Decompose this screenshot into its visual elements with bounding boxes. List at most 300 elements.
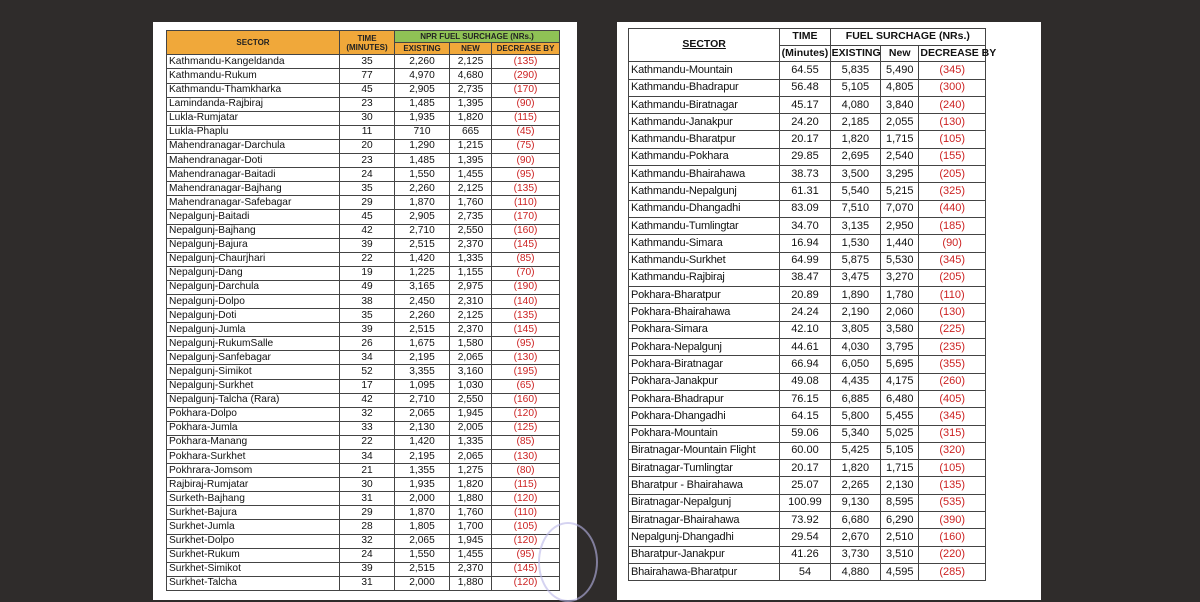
table-row bbox=[167, 435, 560, 449]
table-row bbox=[629, 304, 986, 321]
existing-cell: 1,355 bbox=[395, 464, 450, 478]
existing-cell: 2,905 bbox=[395, 83, 450, 97]
table-row bbox=[167, 266, 560, 280]
decrease-cell: (120) bbox=[492, 492, 560, 506]
new-cell: 5,530 bbox=[881, 252, 919, 269]
existing-cell: 3,730 bbox=[830, 546, 880, 563]
table-row bbox=[629, 287, 986, 304]
existing-cell: 5,105 bbox=[830, 79, 880, 96]
table-row bbox=[629, 96, 986, 113]
new-cell: 2,060 bbox=[881, 304, 919, 321]
decrease-cell: (170) bbox=[492, 210, 560, 224]
sector-cell: Kathmandu-Dhangadhi bbox=[629, 200, 780, 217]
existing-cell: 5,835 bbox=[830, 62, 880, 79]
time-cell: 20 bbox=[340, 139, 395, 153]
sector-cell: Pokhara-Bhadrapur bbox=[629, 390, 780, 407]
time-cell: 29.85 bbox=[780, 148, 830, 165]
time-cell: 49.08 bbox=[780, 373, 830, 390]
decrease-cell: (405) bbox=[919, 390, 986, 407]
table-row bbox=[167, 548, 560, 562]
decrease-cell: (125) bbox=[492, 421, 560, 435]
surcharge-group-header: FUEL SURCHAGE (NRs.) bbox=[830, 29, 985, 46]
sector-cell: Kathmandu-Rukum bbox=[167, 69, 340, 83]
sector-cell: Kathmandu-Bharatpur bbox=[629, 131, 780, 148]
decrease-cell: (345) bbox=[919, 408, 986, 425]
existing-cell: 2,260 bbox=[395, 55, 450, 69]
sector-cell: Lukla-Rumjatar bbox=[167, 111, 340, 125]
table-row bbox=[167, 379, 560, 393]
table-row bbox=[167, 492, 560, 506]
sector-cell: Kathmandu-Simara bbox=[629, 235, 780, 252]
office-stamp bbox=[538, 522, 598, 602]
table-row bbox=[629, 408, 986, 425]
table-row bbox=[167, 125, 560, 139]
decrease-header: DECREASE BY bbox=[492, 43, 560, 55]
sector-cell: Pokhara-Manang bbox=[167, 435, 340, 449]
minutes-header: (Minutes) bbox=[780, 45, 830, 62]
table-row bbox=[167, 407, 560, 421]
new-cell: 3,795 bbox=[881, 339, 919, 356]
time-cell: 76.15 bbox=[780, 390, 830, 407]
existing-cell: 2,065 bbox=[395, 534, 450, 548]
new-cell: 8,595 bbox=[881, 494, 919, 511]
decrease-cell: (440) bbox=[919, 200, 986, 217]
sector-cell: Kathmandu-Biratnagar bbox=[629, 96, 780, 113]
decrease-cell: (105) bbox=[919, 460, 986, 477]
table-row bbox=[629, 390, 986, 407]
existing-cell: 2,190 bbox=[830, 304, 880, 321]
sector-cell: Kathmandu-Pokhara bbox=[629, 148, 780, 165]
new-cell: 2,005 bbox=[450, 421, 492, 435]
new-cell: 3,840 bbox=[881, 96, 919, 113]
new-cell: 1,335 bbox=[450, 435, 492, 449]
new-cell: 2,950 bbox=[881, 217, 919, 234]
sector-cell: Surkhet-Bajura bbox=[167, 506, 340, 520]
decrease-cell: (90) bbox=[492, 154, 560, 168]
time-cell: 38.73 bbox=[780, 166, 830, 183]
existing-cell: 5,800 bbox=[830, 408, 880, 425]
table-row bbox=[167, 393, 560, 407]
time-cell: 73.92 bbox=[780, 512, 830, 529]
existing-cell: 1,820 bbox=[830, 131, 880, 148]
time-cell: 24 bbox=[340, 548, 395, 562]
table-row bbox=[629, 148, 986, 165]
existing-cell: 3,165 bbox=[395, 280, 450, 294]
new-cell: 4,805 bbox=[881, 79, 919, 96]
table-row bbox=[167, 562, 560, 576]
new-cell: 2,550 bbox=[450, 393, 492, 407]
new-cell: 5,455 bbox=[881, 408, 919, 425]
new-cell: 1,820 bbox=[450, 111, 492, 125]
time-cell: 41.26 bbox=[780, 546, 830, 563]
table-row bbox=[167, 196, 560, 210]
sector-cell: Pokhara-Bhairahawa bbox=[629, 304, 780, 321]
time-cell: 38 bbox=[340, 294, 395, 308]
existing-cell: 2,515 bbox=[395, 562, 450, 576]
right-document-page bbox=[617, 22, 1041, 600]
existing-cell: 2,515 bbox=[395, 238, 450, 252]
existing-cell: 4,080 bbox=[830, 96, 880, 113]
table-row bbox=[629, 217, 986, 234]
decrease-cell: (315) bbox=[919, 425, 986, 442]
table-row bbox=[629, 321, 986, 338]
existing-cell: 2,695 bbox=[830, 148, 880, 165]
sector-cell: Pokhara-Mountain bbox=[629, 425, 780, 442]
decrease-cell: (115) bbox=[492, 478, 560, 492]
right-surcharge-table bbox=[628, 28, 997, 581]
sector-cell: Pokhrara-Jomsom bbox=[167, 464, 340, 478]
decrease-cell: (260) bbox=[919, 373, 986, 390]
decrease-cell: (300) bbox=[919, 79, 986, 96]
table-row bbox=[629, 512, 986, 529]
time-cell: 29 bbox=[340, 196, 395, 210]
sector-cell: Pokhara-Janakpur bbox=[629, 373, 780, 390]
decrease-cell: (105) bbox=[919, 131, 986, 148]
decrease-cell: (90) bbox=[919, 235, 986, 252]
surcharge-group-header: NPR FUEL SURCHAGE (NRs.) bbox=[395, 31, 560, 43]
table-row bbox=[167, 421, 560, 435]
time-cell: 32 bbox=[340, 534, 395, 548]
sector-cell: Mahendranagar-Doti bbox=[167, 154, 340, 168]
existing-cell: 2,670 bbox=[830, 529, 880, 546]
sector-cell: Nepalgunj-Talcha (Rara) bbox=[167, 393, 340, 407]
decrease-cell: (160) bbox=[919, 529, 986, 546]
time-cell: 29 bbox=[340, 506, 395, 520]
new-cell: 6,290 bbox=[881, 512, 919, 529]
table-row bbox=[167, 97, 560, 111]
decrease-cell: (145) bbox=[492, 238, 560, 252]
new-cell: 2,055 bbox=[881, 114, 919, 131]
decrease-cell: (135) bbox=[492, 309, 560, 323]
existing-cell: 710 bbox=[395, 125, 450, 139]
new-cell: 1,155 bbox=[450, 266, 492, 280]
table-row bbox=[167, 337, 560, 351]
decrease-cell: (85) bbox=[492, 435, 560, 449]
table-row bbox=[629, 131, 986, 148]
existing-cell: 1,870 bbox=[395, 196, 450, 210]
new-cell: 3,580 bbox=[881, 321, 919, 338]
time-cell: 49 bbox=[340, 280, 395, 294]
time-cell: 21 bbox=[340, 464, 395, 478]
time-cell: 66.94 bbox=[780, 356, 830, 373]
sector-cell: Nepalgunj-Chaurjhari bbox=[167, 252, 340, 266]
time-cell: 24.20 bbox=[780, 114, 830, 131]
decrease-cell: (345) bbox=[919, 252, 986, 269]
decrease-cell: (45) bbox=[492, 125, 560, 139]
table-row bbox=[167, 154, 560, 168]
sector-cell: Nepalgunj-RukumSalle bbox=[167, 337, 340, 351]
new-cell: 3,270 bbox=[881, 269, 919, 286]
time-cell: 19 bbox=[340, 266, 395, 280]
new-cell: 1,820 bbox=[450, 478, 492, 492]
existing-cell: 2,265 bbox=[830, 477, 880, 494]
existing-cell: 9,130 bbox=[830, 494, 880, 511]
sector-cell: Nepalgunj-Dang bbox=[167, 266, 340, 280]
time-cell: 31 bbox=[340, 576, 395, 590]
sector-header: SECTOR bbox=[629, 29, 780, 62]
existing-cell: 2,710 bbox=[395, 224, 450, 238]
new-cell: 6,480 bbox=[881, 390, 919, 407]
sector-cell: Mahendranagar-Darchula bbox=[167, 139, 340, 153]
table-row bbox=[629, 477, 986, 494]
table-row bbox=[167, 111, 560, 125]
time-cell: 56.48 bbox=[780, 79, 830, 96]
time-cell: 77 bbox=[340, 69, 395, 83]
time-cell: 100.99 bbox=[780, 494, 830, 511]
existing-cell: 1,420 bbox=[395, 435, 450, 449]
table-row bbox=[167, 464, 560, 478]
time-cell: 33 bbox=[340, 421, 395, 435]
existing-cell: 1,675 bbox=[395, 337, 450, 351]
new-cell: 2,975 bbox=[450, 280, 492, 294]
new-cell: 3,295 bbox=[881, 166, 919, 183]
table-row bbox=[629, 425, 986, 442]
new-cell: 1,335 bbox=[450, 252, 492, 266]
new-cell: 2,735 bbox=[450, 210, 492, 224]
decrease-cell: (345) bbox=[919, 62, 986, 79]
decrease-cell: (120) bbox=[492, 407, 560, 421]
sector-cell: Pokhara-Jumla bbox=[167, 421, 340, 435]
decrease-cell: (325) bbox=[919, 183, 986, 200]
time-cell: 52 bbox=[340, 365, 395, 379]
existing-cell: 1,870 bbox=[395, 506, 450, 520]
table-row bbox=[167, 238, 560, 252]
time-cell: 38.47 bbox=[780, 269, 830, 286]
decrease-cell: (285) bbox=[919, 563, 986, 580]
table-row bbox=[167, 252, 560, 266]
decrease-cell: (75) bbox=[492, 139, 560, 153]
existing-cell: 2,130 bbox=[395, 421, 450, 435]
new-header: New bbox=[881, 45, 919, 62]
table-row bbox=[629, 79, 986, 96]
sector-cell: Surkhet-Rukum bbox=[167, 548, 340, 562]
table-row bbox=[629, 460, 986, 477]
time-header: TIME bbox=[780, 29, 830, 46]
time-cell: 54 bbox=[780, 563, 830, 580]
time-cell: 44.61 bbox=[780, 339, 830, 356]
table-row bbox=[167, 139, 560, 153]
existing-cell: 4,435 bbox=[830, 373, 880, 390]
time-cell: 83.09 bbox=[780, 200, 830, 217]
time-cell: 17 bbox=[340, 379, 395, 393]
left-surcharge-table bbox=[166, 30, 560, 591]
existing-cell: 2,710 bbox=[395, 393, 450, 407]
existing-cell: 4,970 bbox=[395, 69, 450, 83]
sector-cell: Rajbiraj-Rumjatar bbox=[167, 478, 340, 492]
sector-cell: Kathmandu-Rajbiraj bbox=[629, 269, 780, 286]
time-cell: 39 bbox=[340, 562, 395, 576]
time-cell: 61.31 bbox=[780, 183, 830, 200]
new-cell: 1,440 bbox=[881, 235, 919, 252]
time-cell: 23 bbox=[340, 154, 395, 168]
new-cell: 2,065 bbox=[450, 450, 492, 464]
table-row bbox=[629, 563, 986, 580]
existing-cell: 1,290 bbox=[395, 139, 450, 153]
time-cell: 16.94 bbox=[780, 235, 830, 252]
new-cell: 1,760 bbox=[450, 196, 492, 210]
table-row bbox=[629, 442, 986, 459]
table-row bbox=[167, 478, 560, 492]
decrease-cell: (115) bbox=[492, 111, 560, 125]
table-row bbox=[629, 114, 986, 131]
existing-cell: 6,050 bbox=[830, 356, 880, 373]
new-cell: 2,125 bbox=[450, 55, 492, 69]
decrease-cell: (170) bbox=[492, 83, 560, 97]
new-cell: 5,105 bbox=[881, 442, 919, 459]
sector-cell: Nepalgunj-Bajura bbox=[167, 238, 340, 252]
sector-cell: Lamindanda-Rajbiraj bbox=[167, 97, 340, 111]
sector-cell: Nepalgunj-Baitadi bbox=[167, 210, 340, 224]
sector-cell: Bharatpur - Bhairahawa bbox=[629, 477, 780, 494]
sector-cell: Pokhara-Biratnagar bbox=[629, 356, 780, 373]
existing-cell: 2,000 bbox=[395, 492, 450, 506]
time-cell: 39 bbox=[340, 323, 395, 337]
decrease-cell: (105) bbox=[492, 520, 560, 534]
sector-cell: Biratnagar-Mountain Flight bbox=[629, 442, 780, 459]
time-cell: 42 bbox=[340, 224, 395, 238]
table-row bbox=[167, 294, 560, 308]
new-cell: 4,595 bbox=[881, 563, 919, 580]
new-cell: 2,310 bbox=[450, 294, 492, 308]
new-cell: 2,125 bbox=[450, 182, 492, 196]
table-row bbox=[167, 323, 560, 337]
time-cell: 22 bbox=[340, 435, 395, 449]
new-cell: 4,680 bbox=[450, 69, 492, 83]
decrease-cell: (320) bbox=[919, 442, 986, 459]
existing-cell: 2,450 bbox=[395, 294, 450, 308]
sector-cell: Kathmandu-Surkhet bbox=[629, 252, 780, 269]
decrease-cell: (130) bbox=[492, 450, 560, 464]
sector-cell: Nepalgunj-Dolpo bbox=[167, 294, 340, 308]
sector-cell: Kathmandu-Bhairahawa bbox=[629, 166, 780, 183]
decrease-cell: (130) bbox=[919, 304, 986, 321]
new-cell: 4,175 bbox=[881, 373, 919, 390]
decrease-cell: (95) bbox=[492, 168, 560, 182]
time-cell: 30 bbox=[340, 111, 395, 125]
sector-cell: Pokhara-Surkhet bbox=[167, 450, 340, 464]
existing-cell: 1,550 bbox=[395, 168, 450, 182]
decrease-cell: (290) bbox=[492, 69, 560, 83]
existing-cell: 2,260 bbox=[395, 309, 450, 323]
sector-cell: Nepalgunj-Jumla bbox=[167, 323, 340, 337]
table-row bbox=[167, 520, 560, 534]
table-row bbox=[629, 356, 986, 373]
new-cell: 1,715 bbox=[881, 131, 919, 148]
new-cell: 1,700 bbox=[450, 520, 492, 534]
decrease-cell: (120) bbox=[492, 576, 560, 590]
new-cell: 1,880 bbox=[450, 576, 492, 590]
table-row bbox=[167, 182, 560, 196]
sector-cell: Surkhet-Jumla bbox=[167, 520, 340, 534]
new-header: NEW bbox=[450, 43, 492, 55]
decrease-cell: (225) bbox=[919, 321, 986, 338]
sector-cell: Kathmandu-Thamkharka bbox=[167, 83, 340, 97]
decrease-cell: (535) bbox=[919, 494, 986, 511]
table-row bbox=[167, 506, 560, 520]
existing-cell: 1,485 bbox=[395, 154, 450, 168]
sector-cell: Nepalgunj-Darchula bbox=[167, 280, 340, 294]
new-cell: 1,455 bbox=[450, 168, 492, 182]
decrease-cell: (185) bbox=[919, 217, 986, 234]
existing-cell: 5,340 bbox=[830, 425, 880, 442]
decrease-cell: (110) bbox=[919, 287, 986, 304]
new-cell: 2,510 bbox=[881, 529, 919, 546]
time-cell: 35 bbox=[340, 55, 395, 69]
existing-cell: 3,500 bbox=[830, 166, 880, 183]
existing-cell: 1,820 bbox=[830, 460, 880, 477]
table-row bbox=[629, 546, 986, 563]
decrease-cell: (135) bbox=[492, 182, 560, 196]
existing-cell: 2,000 bbox=[395, 576, 450, 590]
sector-cell: Biratnagar-Tumlingtar bbox=[629, 460, 780, 477]
table-row bbox=[629, 235, 986, 252]
sector-cell: Nepalgunj-Bajhang bbox=[167, 224, 340, 238]
time-cell: 45.17 bbox=[780, 96, 830, 113]
time-cell: 42 bbox=[340, 393, 395, 407]
decrease-cell: (135) bbox=[492, 55, 560, 69]
new-cell: 2,735 bbox=[450, 83, 492, 97]
sector-cell: Bharatpur-Janakpur bbox=[629, 546, 780, 563]
new-cell: 1,455 bbox=[450, 548, 492, 562]
decrease-cell: (135) bbox=[919, 477, 986, 494]
existing-cell: 1,805 bbox=[395, 520, 450, 534]
decrease-cell: (140) bbox=[492, 294, 560, 308]
time-cell: 45 bbox=[340, 210, 395, 224]
time-cell: 64.55 bbox=[780, 62, 830, 79]
sector-cell: Nepalgunj-Surkhet bbox=[167, 379, 340, 393]
time-cell: 34.70 bbox=[780, 217, 830, 234]
sector-cell: Mahendranagar-Baitadi bbox=[167, 168, 340, 182]
new-cell: 5,695 bbox=[881, 356, 919, 373]
existing-cell: 6,885 bbox=[830, 390, 880, 407]
existing-cell: 1,550 bbox=[395, 548, 450, 562]
sector-cell: Mahendranagar-Bajhang bbox=[167, 182, 340, 196]
new-cell: 5,025 bbox=[881, 425, 919, 442]
sector-cell: Nepalgunj-Doti bbox=[167, 309, 340, 323]
sector-cell: Mahendranagar-Safebagar bbox=[167, 196, 340, 210]
table-row bbox=[629, 373, 986, 390]
existing-cell: 4,030 bbox=[830, 339, 880, 356]
table-row bbox=[167, 224, 560, 238]
table-row bbox=[629, 200, 986, 217]
decrease-cell: (130) bbox=[919, 114, 986, 131]
existing-cell: 1,095 bbox=[395, 379, 450, 393]
time-cell: 60.00 bbox=[780, 442, 830, 459]
existing-cell: 2,195 bbox=[395, 351, 450, 365]
sector-cell: Pokhara-Nepalgunj bbox=[629, 339, 780, 356]
table-row bbox=[167, 534, 560, 548]
table-row bbox=[167, 450, 560, 464]
sector-cell: Biratnagar-Bhairahawa bbox=[629, 512, 780, 529]
new-cell: 7,070 bbox=[881, 200, 919, 217]
existing-cell: 5,875 bbox=[830, 252, 880, 269]
existing-cell: 3,805 bbox=[830, 321, 880, 338]
decrease-cell: (240) bbox=[919, 96, 986, 113]
table-row bbox=[629, 183, 986, 200]
decrease-cell: (85) bbox=[492, 252, 560, 266]
time-cell: 39 bbox=[340, 238, 395, 252]
new-cell: 2,370 bbox=[450, 323, 492, 337]
time-cell: 11 bbox=[340, 125, 395, 139]
new-cell: 5,490 bbox=[881, 62, 919, 79]
decrease-cell: (205) bbox=[919, 166, 986, 183]
table-row bbox=[167, 55, 560, 69]
new-cell: 2,370 bbox=[450, 238, 492, 252]
time-cell: 34 bbox=[340, 450, 395, 464]
decrease-cell: (90) bbox=[492, 97, 560, 111]
existing-cell: 1,485 bbox=[395, 97, 450, 111]
new-cell: 665 bbox=[450, 125, 492, 139]
